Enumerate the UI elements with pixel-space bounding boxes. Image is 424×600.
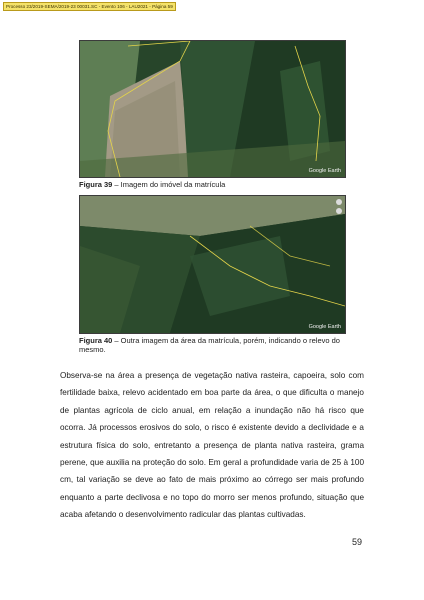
figure-40-number: Figura 40 (79, 336, 113, 345)
google-earth-watermark: Google Earth (308, 168, 341, 174)
zoom-icon (336, 208, 342, 214)
satellite-image-39-graphic (80, 41, 345, 177)
document-stamp: Processo 23/2019-SEMA/2019-23 00031.SC - Evento 106 - LAU2021 - Página 59 (3, 2, 176, 11)
body-paragraph: Observa-se na área a presença de vegetação nativa rasteira, capoeira, solo com fertilidade baixa, relevo acidentado em boa parte da área, o que dificulta o manejo de plantas agrícola de ciclo anual, em relação a inundação não há risco que ocorra. Já processos erosivos do solo, o risco é existente devido a declividade e a estrutura física do solo, entretanto a presença de planta nativa rasteira, grama perene, que auxilia na proteção do solo. Em geral a profundidade varia de 25 à 100 cm, tal variação se deve ao fato de mais próximo ao córrego ser mais profundo enquanto a parte declivosa e no topo do morro ser menos profundo, situação que acaba afetando o desenvolvimento radicular das plantas cultivadas. (60, 371, 364, 520)
satellite-image-figure-40 (79, 195, 346, 334)
figure-39-caption-text: – Imagem do imóvel da matrícula (112, 180, 226, 189)
satellite-image-figure-39 (79, 40, 346, 178)
figure-39-number: Figura 39 (79, 180, 113, 189)
figure-40-caption-text: – Outra imagem da área da matrícula, porém, indicando o relevo do mesmo. (79, 336, 340, 354)
satellite-image-40-graphic (80, 196, 345, 333)
google-earth-watermark-2: Google Earth (308, 324, 341, 330)
page-number: 59 (351, 537, 362, 547)
figure-40-caption (79, 336, 349, 354)
figure-39-caption (79, 180, 349, 189)
compass-icon (336, 199, 342, 205)
map-controls (336, 199, 342, 217)
